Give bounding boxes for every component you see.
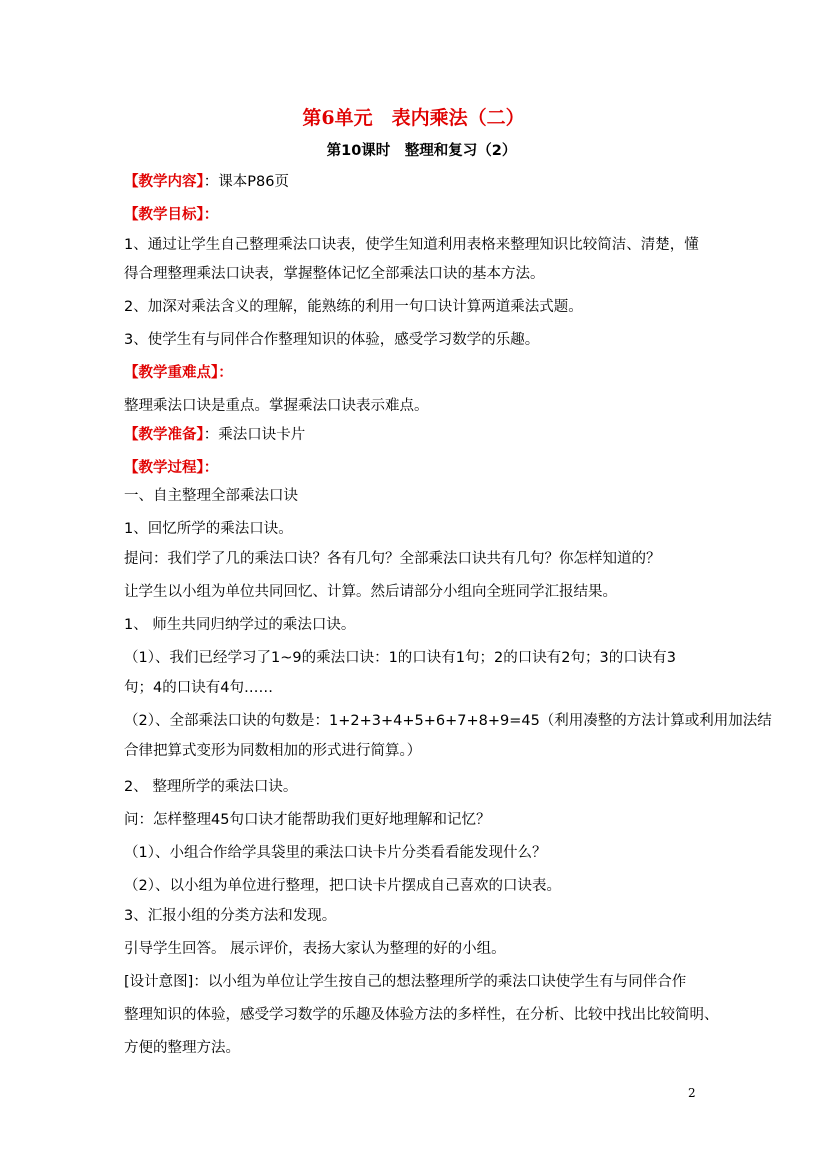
process-line: 提问：我们学了几的乘法口诀？各有几句？全部乘法口诀共有几句？你怎样知道的？: [124, 551, 661, 567]
process-line: 引导学生回答。 展示评价，表扬大家认为整理的好的小组。: [124, 941, 506, 957]
process-line: 让学生以小组为单位共同回忆、计算。然后请部分小组向全班同学汇报结果。: [124, 584, 617, 600]
lesson-title: 第10课时 整理和复习（2）: [326, 143, 517, 159]
process-heading: [124, 458, 218, 478]
keypoint-text: 整理乘法口诀是重点。掌握乘法口诀表示难点。: [124, 398, 429, 414]
prep-label: 【教学准备】: [124, 427, 204, 443]
goals-label: 【教学目标】: [124, 207, 204, 223]
process-line: 问：怎样整理45句口诀才能帮助我们更好地理解和记忆？: [124, 812, 491, 828]
goal-line: 1、通过让学生自己整理乘法口诀表，使学生知道利用表格来整理知识比较简洁、清楚，懂: [124, 237, 699, 253]
process-line: 1、回忆所学的乘法口诀。: [124, 521, 293, 537]
process-line: （1）、我们已经学习了1~9的乘法口诀：1的口诀有1句；2的口诀有2句；3的口诀有3: [124, 650, 676, 666]
process-label: 【教学过程】: [124, 460, 204, 476]
process-line: 2、 整理所学的乘法口诀。: [124, 779, 298, 795]
keypoint-colon: ：: [218, 365, 233, 381]
keypoint-label: 【教学重难点】: [124, 365, 219, 381]
content-line: [124, 172, 289, 192]
process-colon: ：: [203, 460, 219, 476]
goal-line: 3、使学生有与同伴合作整理知识的体验，感受学习数学的乐趣。: [124, 332, 540, 348]
goal-line: 得合理整理乘法口诀表，掌握整体记忆全部乘法口诀的基本方法。: [124, 266, 545, 282]
unit-title: 第6单元 表内乘法（二）: [302, 107, 525, 129]
process-line: （2）、全部乘法口诀的句数是：1+2+3+4+5+6+7+8+9=45（利用凑整的方法计算或利用加法结: [124, 713, 772, 729]
process-line: 3、汇报小组的分类方法和发现。: [124, 908, 337, 924]
process-line: 方便的整理方法。: [124, 1040, 240, 1056]
content-label: 【教学内容】: [124, 174, 204, 190]
goal-line: 2、加深对乘法含义的理解，能熟练的利用一句口诀计算两道乘法式题。: [124, 299, 583, 315]
process-line: 一、自主整理全部乘法口诀: [124, 488, 298, 504]
process-line: 整理知识的体验，感受学习数学的乐趣及体验方法的多样性，在分析、比较中找出比较简明、: [124, 1007, 719, 1023]
process-line: 合律把算式变形为同数相加的形式进行简算。）: [124, 743, 422, 759]
keypoint-heading: [124, 363, 233, 383]
process-line: （2）、以小组为单位进行整理，把口诀卡片摆成自己喜欢的口诀表。: [124, 878, 561, 894]
goals-colon: ：: [203, 207, 219, 223]
process-line: （1）、小组合作给学具袋里的乘法口诀卡片分类看看能发现什么？: [124, 845, 547, 861]
page-number: 2: [688, 1086, 696, 1100]
content-text: ：课本P86页: [203, 174, 289, 190]
prep-line: [124, 425, 305, 445]
process-line: 句；4的口诀有4句……: [124, 680, 273, 696]
goals-heading: [124, 205, 218, 225]
prep-text: ：乘法口诀卡片: [203, 427, 306, 443]
process-line: [设计意图]：以小组为单位让学生按自己的想法整理所学的乘法口诀使学生有与同伴合作: [124, 974, 687, 990]
process-line: 1、 师生共同归纳学过的乘法口诀。: [124, 617, 356, 633]
